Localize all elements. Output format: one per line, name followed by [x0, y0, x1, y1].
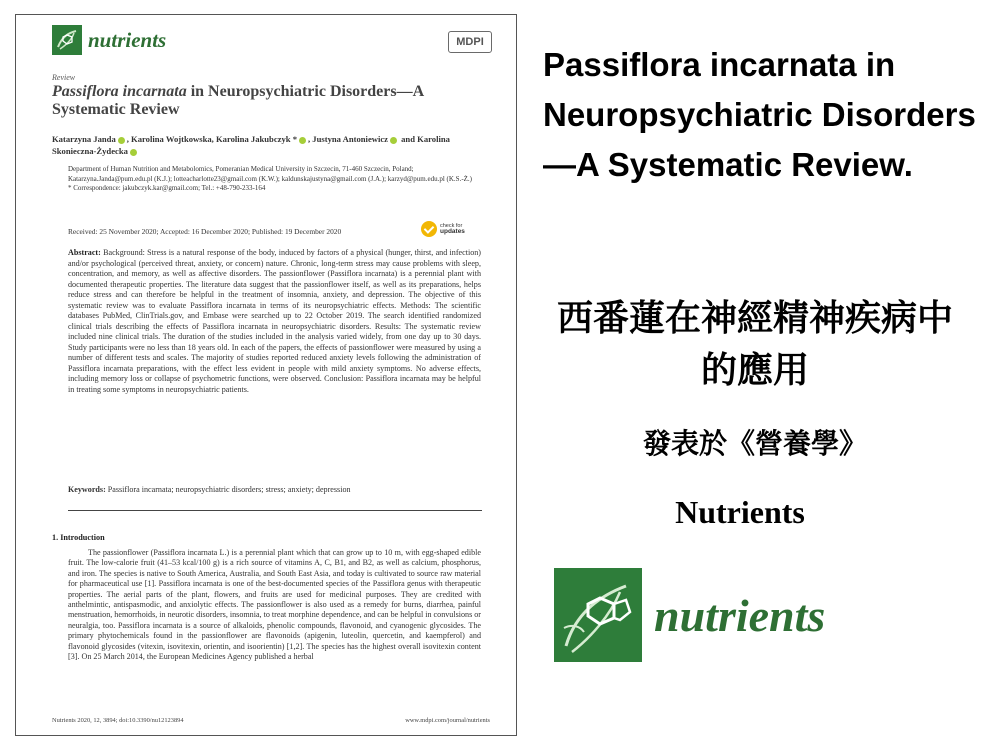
author-name: Katarzyna Janda — [52, 134, 116, 144]
journal-logo — [52, 25, 166, 55]
introduction-heading: 1. Introduction — [52, 533, 105, 542]
chinese-title: 西番蓮在神經精神疾病中的應用 — [556, 297, 953, 391]
journal-url[interactable]: www.mdpi.com/journal/nutrients — [405, 717, 490, 724]
orcid-icon[interactable] — [130, 149, 137, 156]
large-logo-text: nutrients — [654, 589, 826, 641]
author-list — [52, 133, 482, 157]
check-for-updates-badge[interactable] — [421, 221, 465, 237]
abstract — [68, 248, 481, 395]
paper-title — [52, 83, 472, 119]
abstract-label: Abstract: — [68, 248, 101, 257]
keywords — [68, 485, 481, 494]
keywords-text: Passiflora incarnata; neuropsychiatric disorders; stress; anxiety; depression — [105, 485, 351, 494]
check-line1: check for — [440, 222, 463, 229]
check-icon — [421, 221, 437, 237]
orcid-icon[interactable] — [118, 137, 125, 144]
introduction-body — [68, 548, 481, 662]
orcid-icon[interactable] — [390, 137, 397, 144]
author-name: , Karolina Wojtkowska, Karolina Jakubczyk * — [126, 134, 297, 144]
journal-name: nutrients — [88, 27, 167, 52]
title-rest: in Neuropsychiatric Disorders—A Systematic Review — [52, 83, 424, 118]
publication-dates: Received: 25 November 2020; Accepted: 16 December 2020; Published: 19 December 2020 — [68, 227, 342, 236]
nutrients-large-logo — [554, 568, 825, 662]
english-title: Passiflora incarnata in Neuropsychiatric Disorders—A Systematic Review. — [543, 46, 976, 183]
affiliations — [68, 165, 478, 194]
keywords-label: Keywords: — [68, 485, 106, 494]
affiliation-text: Department of Human Nutrition and Metabolomics, Pomeranian Medical University in Szczecin, 71-460 Szczecin, Poland; Katarzyna.Janda@pum.edu.pl (K.J.); lotteacharlotte23@gmail.com (K.W.); kaldunskajustyna@gmail.com (J.A.); karzyd@pum.edu.pl (K.S.-Ż.) — [68, 165, 473, 183]
nutrients-logo-icon — [52, 25, 82, 55]
title-species: Passiflora incarnata — [52, 83, 187, 100]
journal-label: Nutrients — [675, 494, 805, 530]
mdpi-logo: MDPI — [448, 31, 492, 53]
section-divider — [68, 510, 482, 511]
author-name: , Justyna Antoniewicz — [308, 134, 388, 144]
intro-paragraph: The passionflower (Passiflora incarnata L.) is a perennial plant which that can grow up to 10 m, with egg-shaped edible fruit. The low-calorie fruit (41–53 kcal/100 g) is a rich source of vitamins A, C, B1, and B2, as well as calcium, phosphorus, and iron. The species is native to South America, Australia, and South East Asia, and today is cultivated to source raw material for pharmaceutical use [1]. Passiflora incarnata is one of the best-documented species of the Passiflora genus with therapeutic properties. The aerial parts of the plant, flowers, and fruits are used for medicinal purposes. They are credited with anthelmintic, antispasmodic, and anxiolytic effects. The passionflower is also used as a remedy for burns, diarrhea, painful menstruation, hemorrhoids, in neurotic disorders, insomnia, to treat morphine dependence, and can be helpful in convulsions or neuralgia, too. Passiflora incarnata is a source of alkaloids, phenolic compounds, flavonoid, and cyanogenic glycosides. The primary phytochemicals found in the passionflower are flavonoids (apigenin, luteolin, quercetin, and kaempferol) and flavonoid glycosides (vitexin, isovitexin, orientin, and isoorientin) [1,2]. The species has the highest overall isovitexin content [3]. On 25 March 2014, the European Medicines Agency published a herbal — [68, 548, 481, 662]
correspondence: * Correspondence: jakubczyk.kar@gmail.com; Tel.: +48-790-233-164 — [68, 184, 266, 192]
paper-first-page — [15, 14, 517, 736]
nutrients-emblem-icon — [554, 568, 642, 662]
author-name: and Karolina Skonieczna-Żydecka — [52, 134, 450, 156]
abstract-text: Background: Stress is a natural response of the body, induced by factors of a physical (hunger, thirst, and infection) and/or psychological (perceived threat, anxiety, or concern) nature. Chronic, long-term stress may cause problems with sleep, concentration, and memory, as well as affective disorders. The passionflower (Passiflora incarnata) is a perennial plant with documented therapeutic properties. The literature data suggest that the passionflower itself, as well as its preparations, helps reduce stress and can therefore be helpful in the treatment of insomnia, anxiety, and depression. The objective of this systematic review was to evaluate Passiflora incarnata in terms of its neuropsychiatric effects. Methods: The scientific databases PubMed, ClinTrials.gov, and Embase were searched up to 22 October 2019. The search identified randomized clinical trials describing the effects of Passiflora incarnata in neuropsychiatric disorders. Results: The systematic review included nine clinical trials. The duration of the studies included in the analysis varied widely, from one day up to 30 days. Study participants were no less than 18 years old. In each of the papers, the effects of passionflower were measured by using a number of different tests and scales. The majority of studies reported reduced anxiety levels following the administration of Passiflora incarnata preparations, with the effect less evident in people with mild anxiety symptoms. No adverse effects, including memory loss or collapse of psychometric functions, were observed. Conclusion: Passiflora incarnata may be helpful in treating some symptoms in neuropsychiatric patients. — [68, 248, 481, 394]
article-type: Review — [52, 73, 76, 82]
check-line2: updates — [440, 228, 465, 235]
chinese-published-in: 發表於《營養學》 — [642, 427, 867, 460]
citation-footer: Nutrients 2020, 12, 3894; doi:10.3390/nu12123894 — [52, 717, 184, 724]
orcid-icon[interactable] — [299, 137, 306, 144]
